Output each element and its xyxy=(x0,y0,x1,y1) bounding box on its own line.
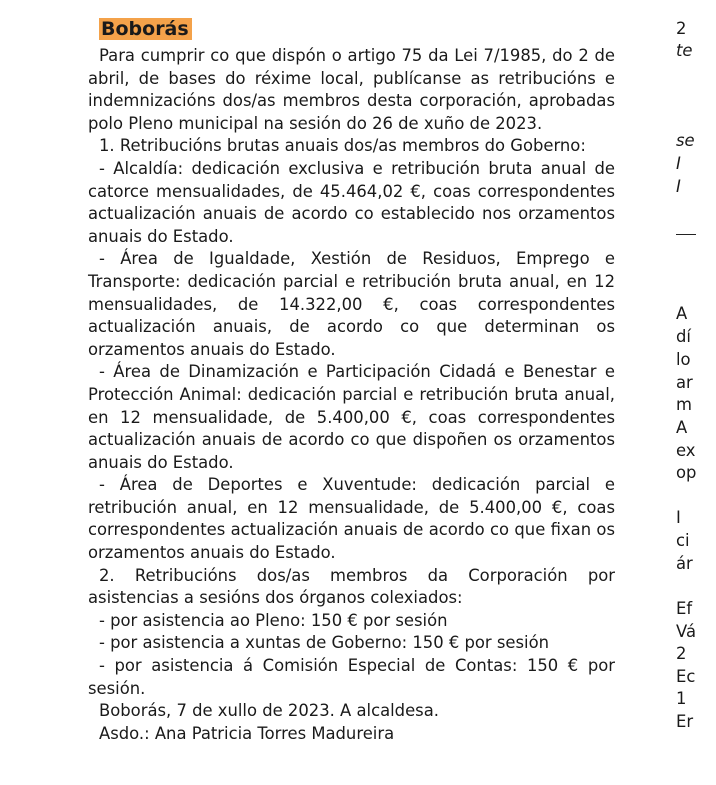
right-fragment: A xyxy=(676,418,688,437)
right-fragment: se xyxy=(676,131,695,150)
right-fragment: te xyxy=(676,41,693,60)
right-fragment: 2 xyxy=(676,19,687,38)
right-fragment: 1 xyxy=(676,689,687,708)
area-deportes-paragraph: - Área de Deportes e Xuventude: dedicación parcial e retribución anual, en 12 mensualidade, de 5.400,00 €, coas correspondentes actualización anuais de acordo co que fixan os orzamentos anuais do Estado. xyxy=(88,475,615,563)
area-dinamizacion-paragraph: - Área de Dinamización e Participación Cidadá e Benestar e Protección Animal: dedicación parcial e retribución bruta anual, en 12 mensualidade, de 5.400,00 €, coas correspondentes actualización anuais de acordo co que dispoñen os orzamentos anuais do Estado. xyxy=(88,362,615,472)
right-fragment: ar xyxy=(676,373,693,392)
right-fragment: Vá xyxy=(676,622,696,641)
right-fragment: ex xyxy=(676,441,696,460)
alcaldia-paragraph: - Alcaldía: dedicación exclusiva e retribución bruta anual de catorce mensualidades, de 45.464,02 €, coas correspondentes actualización anuais de acordo co establecido nos orzamentos anuais do Estado. xyxy=(88,158,615,246)
article-title: Boborás xyxy=(99,18,192,40)
right-fragment: lo xyxy=(676,350,691,369)
date-line: Boborás, 7 de xullo de 2023. A alcaldesa. xyxy=(99,701,439,721)
section-2-heading: 2. Retribucións dos/as membros da Corporación por asistencias a sesións dos órganos colexiados: xyxy=(88,565,615,608)
right-fragment: 2 xyxy=(676,644,687,663)
right-fragment: I xyxy=(676,508,681,527)
column-divider-rule xyxy=(676,234,696,235)
intro-paragraph: Para cumprir co que dispón o artigo 75 da Lei 7/1985, do 2 de abril, de bases do réxime local, publícanse as retribucións e indemnizacións dos/as membros desta corporación, aprobadas polo Pleno municipal na sesión do 26 de xuño de 2023. xyxy=(88,46,615,133)
right-fragment: Er xyxy=(676,712,694,731)
right-fragment: I xyxy=(676,154,681,173)
right-fragment: ár xyxy=(676,554,693,573)
section-1-heading: 1. Retribucións brutas anuais dos/as membros do Goberno: xyxy=(99,136,586,156)
pleno-line: - por asistencia ao Pleno: 150 € por sesión xyxy=(99,610,448,630)
right-fragment: ci xyxy=(676,531,690,550)
area-igualdade-paragraph: - Área de Igualdade, Xestión de Residuos, Emprego e Transporte: dedicación parcial e retribución bruta anual, en 12 mensualidades, de 14.322,00 €, coas correspondentes actualización anuais, de acordo co que determinan os orzamentos anuais do Estado. xyxy=(88,249,615,359)
article-column xyxy=(88,18,615,745)
right-fragment: I xyxy=(676,177,681,196)
right-fragment: Ef xyxy=(676,599,693,618)
right-fragment: m xyxy=(676,395,692,414)
xuntas-line: - por asistencia a xuntas de Goberno: 150 € por sesión xyxy=(99,633,550,653)
comision-line: - por asistencia á Comisión Especial de Contas: 150 € por sesión. xyxy=(88,656,615,698)
right-fragment: dí xyxy=(676,327,691,346)
right-fragment: A xyxy=(676,304,688,323)
right-fragment: op xyxy=(676,463,697,482)
right-fragment: Ec xyxy=(676,667,696,686)
signature-line: Asdo.: Ana Patricia Torres Madureira xyxy=(99,723,395,743)
